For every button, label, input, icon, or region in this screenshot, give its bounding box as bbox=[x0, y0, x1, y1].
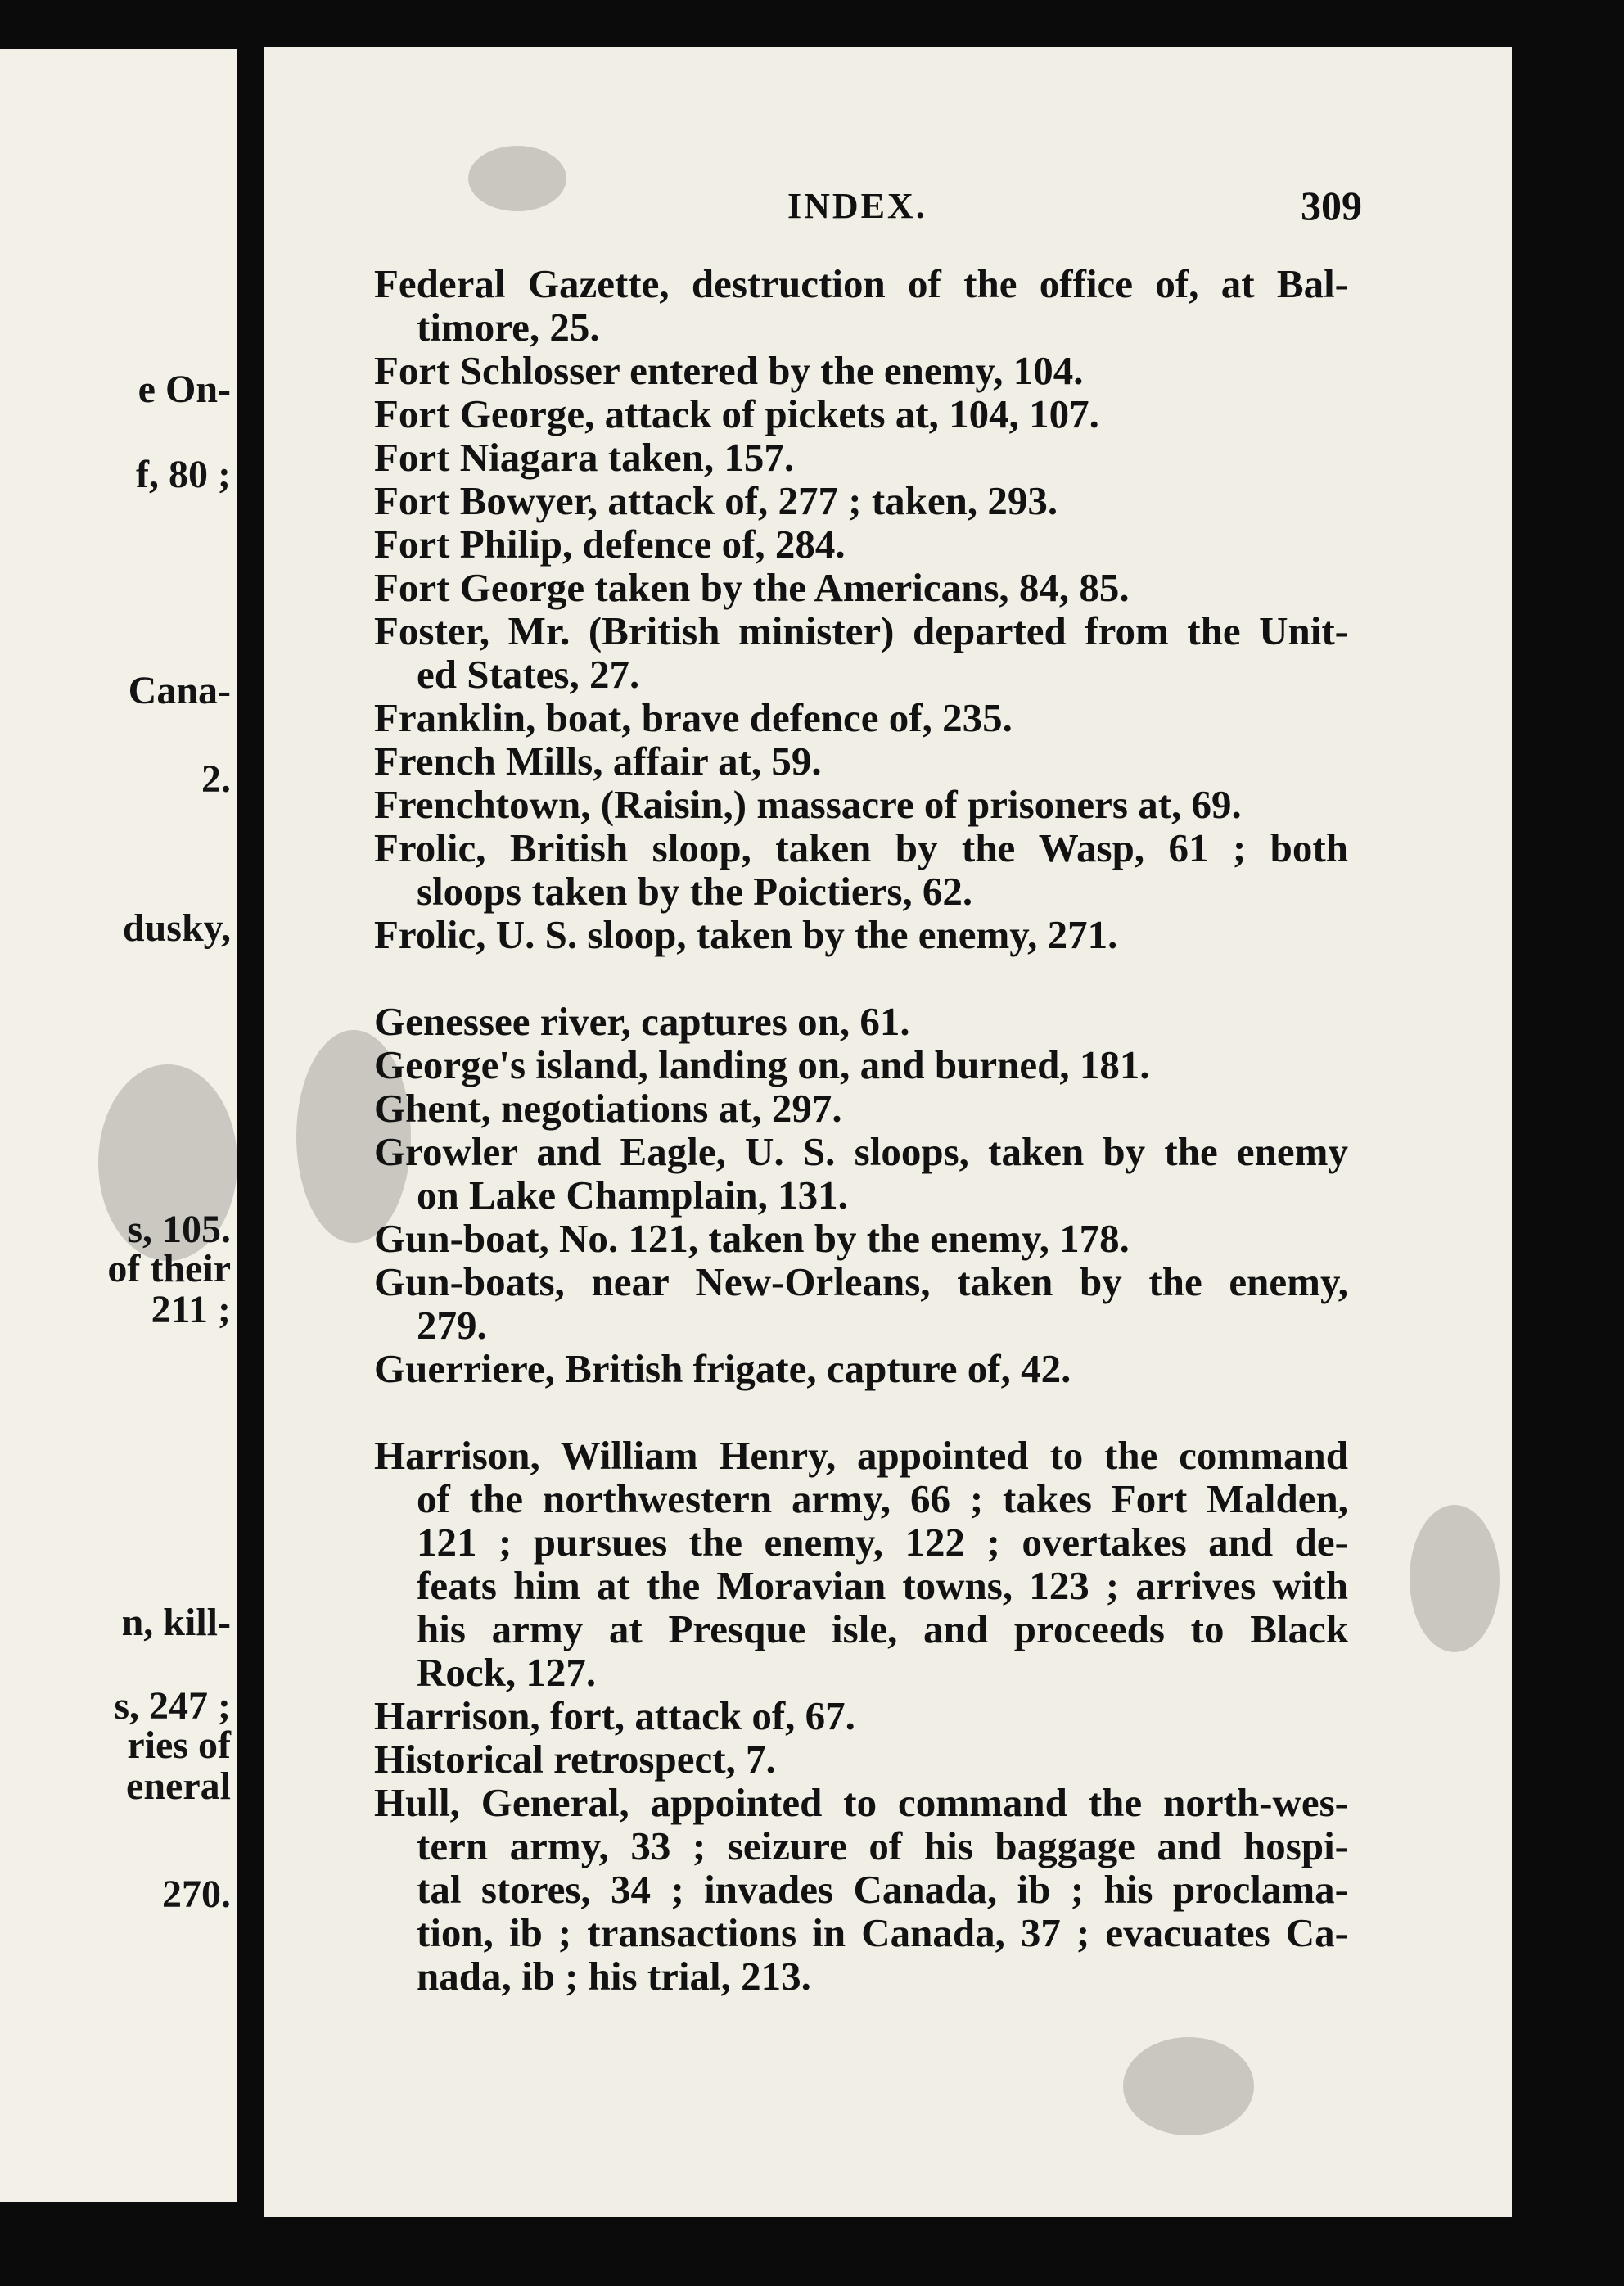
index-entry bbox=[374, 392, 1348, 436]
index-entry bbox=[374, 696, 1348, 739]
ink-smudge bbox=[1410, 1505, 1500, 1652]
index-entry bbox=[374, 1781, 1348, 1998]
index-entry-line: George's island, landing on, and burned, 181. bbox=[374, 1042, 1150, 1087]
index-entry-continuation: on Lake Champlain, 131. bbox=[417, 1172, 848, 1218]
index-entry bbox=[374, 262, 1348, 349]
left-page-fragment: f, 80 ; bbox=[136, 453, 231, 496]
index-entry-continuation: feats him at the Moravian towns, 123 ; arrives with bbox=[417, 1563, 1348, 1608]
index-entry-line: Foster, Mr. (British minister) departed from the Unit- bbox=[374, 608, 1348, 653]
index-entry-line: Genessee river, captures on, 61. bbox=[374, 999, 910, 1044]
left-page-fragment: ries of bbox=[127, 1724, 231, 1767]
index-entry-continuation: tion, ib ; transactions in Canada, 37 ; evacuates Ca- bbox=[417, 1910, 1348, 1955]
section-gap bbox=[374, 1390, 1348, 1434]
index-entry bbox=[374, 1087, 1348, 1130]
index-entry-line: Gun-boat, No. 121, taken by the enemy, 178. bbox=[374, 1216, 1130, 1261]
index-entry-line: Hull, General, appointed to command the north-wes- bbox=[374, 1780, 1348, 1825]
index-entry-continuation: of the northwestern army, 66 ; takes Fort Malden, bbox=[417, 1476, 1348, 1521]
index-entry-line: Federal Gazette, destruction of the office of, at Bal- bbox=[374, 261, 1348, 306]
index-entry bbox=[374, 1347, 1348, 1390]
index-entry-continuation: 121 ; pursues the enemy, 122 ; overtakes and de- bbox=[417, 1520, 1348, 1565]
left-page-fragment: eneral bbox=[126, 1764, 231, 1808]
index-entry bbox=[374, 609, 1348, 696]
index-entry-continuation: timore, 25. bbox=[417, 305, 600, 350]
index-entry-line: French Mills, affair at, 59. bbox=[374, 739, 822, 784]
index-entry-continuation: tern army, 33 ; seizure of his baggage and hospi- bbox=[417, 1823, 1348, 1868]
index-entry-line: Frolic, British sloop, taken by the Wasp, 61 ; both bbox=[374, 825, 1348, 870]
index-entry bbox=[374, 1737, 1348, 1781]
index-entry-line: Guerriere, British frigate, capture of, 42. bbox=[374, 1346, 1071, 1391]
left-page-fragment: s, 247 ; bbox=[114, 1684, 231, 1728]
index-entry-line: Harrison, fort, attack of, 67. bbox=[374, 1693, 855, 1738]
index-entry bbox=[374, 566, 1348, 609]
index-entry-continuation: ed States, 27. bbox=[417, 652, 640, 697]
running-head: INDEX. bbox=[787, 186, 927, 226]
index-entry-continuation: his army at Presque isle, and proceeds to Black bbox=[417, 1606, 1348, 1651]
index-entry bbox=[374, 1000, 1348, 1043]
index-entries bbox=[374, 262, 1348, 1998]
left-page-fragment: dusky, bbox=[122, 906, 231, 950]
left-page-fragment: Cana- bbox=[128, 669, 231, 712]
index-entry-continuation: Rock, 127. bbox=[417, 1650, 597, 1695]
ink-smudge bbox=[98, 1064, 237, 1261]
index-entry-line: Historical retrospect, 7. bbox=[374, 1737, 776, 1782]
index-entry-continuation: nada, ib ; his trial, 213. bbox=[417, 1954, 811, 1999]
index-entry-continuation: 279. bbox=[417, 1303, 487, 1348]
index-entry-line: Fort Bowyer, attack of, 277 ; taken, 293. bbox=[374, 478, 1058, 523]
index-entry-line: Ghent, negotiations at, 297. bbox=[374, 1086, 842, 1131]
index-entry-line: Franklin, boat, brave defence of, 235. bbox=[374, 695, 1013, 740]
left-page-fragment: 270. bbox=[162, 1873, 231, 1916]
left-page-fragment: 2. bbox=[201, 757, 231, 801]
index-entry bbox=[374, 436, 1348, 479]
index-entry-line: Fort Niagara taken, 157. bbox=[374, 435, 795, 480]
left-page-fragment: n, kill- bbox=[121, 1601, 231, 1644]
index-entry-line: Fort George taken by the Americans, 84, 85. bbox=[374, 565, 1130, 610]
index-entry bbox=[374, 1434, 1348, 1694]
index-entry-continuation: sloops taken by the Poictiers, 62. bbox=[417, 869, 973, 914]
index-entry bbox=[374, 1694, 1348, 1737]
index-entry-line: Growler and Eagle, U. S. sloops, taken by the enemy bbox=[374, 1129, 1348, 1174]
index-entry bbox=[374, 739, 1348, 783]
index-entry bbox=[374, 913, 1348, 956]
left-page-fragment: e On- bbox=[138, 368, 231, 411]
index-entry-line: Frolic, U. S. sloop, taken by the enemy, 271. bbox=[374, 912, 1118, 957]
ink-smudge bbox=[1123, 2037, 1254, 2135]
index-entry-line: Fort George, attack of pickets at, 104, 107. bbox=[374, 391, 1099, 436]
page-header bbox=[264, 185, 1512, 234]
page-number: 309 bbox=[1301, 183, 1362, 228]
facing-page-left bbox=[0, 49, 237, 2202]
index-entry bbox=[374, 1043, 1348, 1087]
index-entry-line: Fort Schlosser entered by the enemy, 104. bbox=[374, 348, 1084, 393]
index-entry-line: Harrison, William Henry, appointed to the command bbox=[374, 1433, 1348, 1478]
index-entry bbox=[374, 1130, 1348, 1217]
index-entry-line: Frenchtown, (Raisin,) massacre of prisoners at, 69. bbox=[374, 782, 1242, 827]
left-page-fragment: 211 ; bbox=[151, 1288, 231, 1331]
left-page-fragment: of their bbox=[107, 1247, 231, 1290]
index-entry bbox=[374, 522, 1348, 566]
index-entry bbox=[374, 826, 1348, 913]
index-entry-line: Gun-boats, near New-Orleans, taken by the enemy, bbox=[374, 1259, 1348, 1304]
section-gap bbox=[374, 956, 1348, 1000]
index-entry bbox=[374, 479, 1348, 522]
index-page bbox=[264, 47, 1512, 2217]
index-entry bbox=[374, 349, 1348, 392]
index-entry bbox=[374, 783, 1348, 826]
index-entry-continuation: tal stores, 34 ; invades Canada, ib ; his proclama- bbox=[417, 1867, 1348, 1912]
index-entry bbox=[374, 1260, 1348, 1347]
index-entry-line: Fort Philip, defence of, 284. bbox=[374, 522, 846, 567]
left-page-fragment: s, 105. bbox=[127, 1208, 231, 1251]
index-entry bbox=[374, 1217, 1348, 1260]
